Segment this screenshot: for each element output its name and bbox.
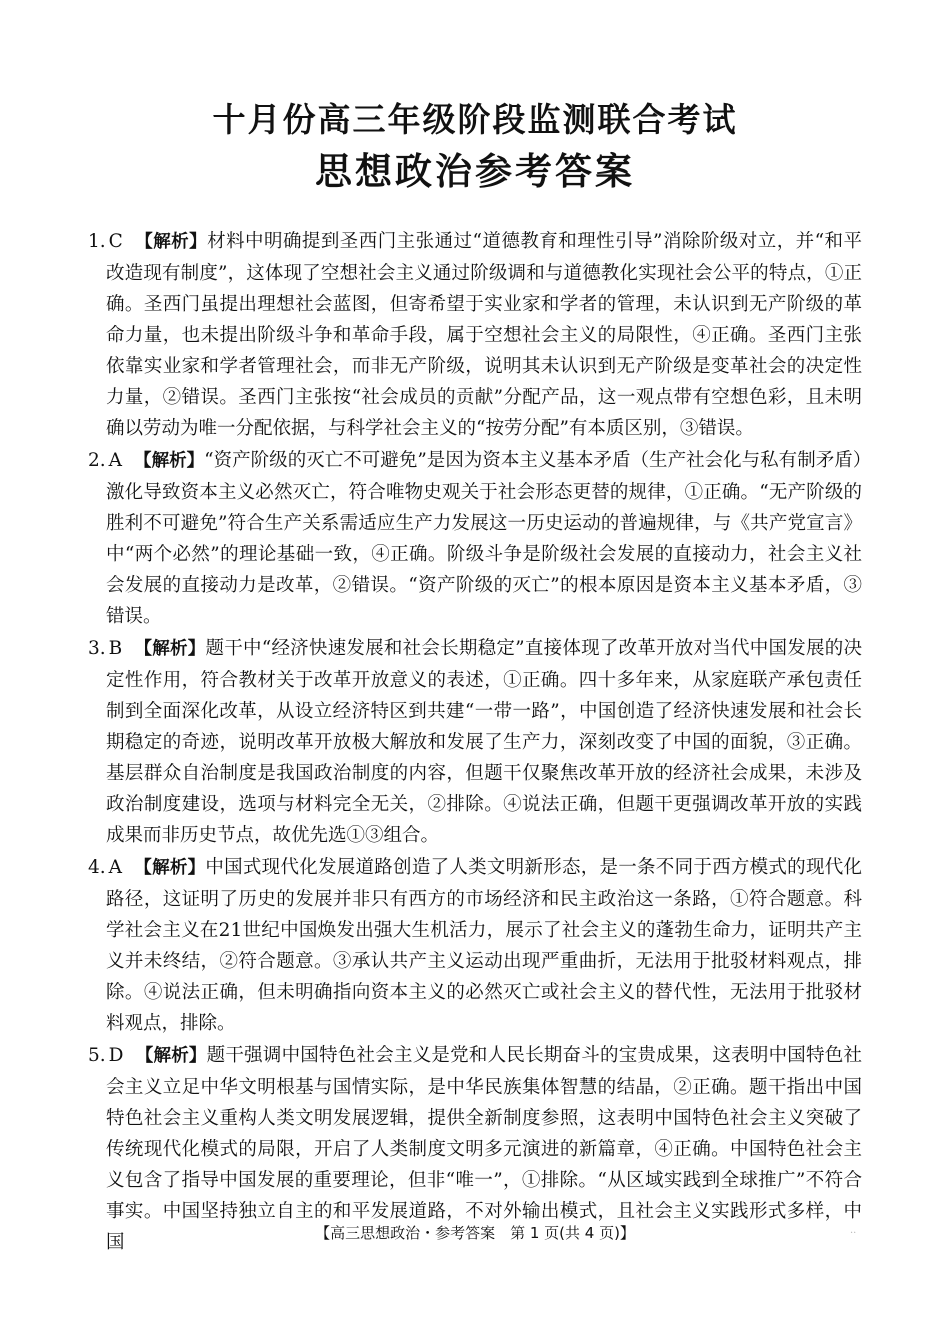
page-footer: 【高三思想政治・参考答案 第 1 页(共 4 页)】 xyxy=(315,1224,635,1242)
answer-letter: D xyxy=(108,1045,124,1066)
analysis-text: 题干中“经济快速发展和社会长期稳定”直接体现了改革开放对当代中国发展的决定性作用，符合教材关于改革开放意义的表述，①正确。四十多年来，从家庭联产承包责任制到全面深化改革，从设立经济特区到共建“一带一路”，中国创造了经济快速发展和社会长期稳定的奇迹，说明改革开放极大解放和发展了生产力，深刻改变了中国的面貌，③正确。基层群众自治制度是我国政治制度的内容，但题干仅聚焦改革开放的经济社会成果，未涉及政治制度建设，选项与材料完全无关，②排除。④说法正确，但题干更强调改革开放的实践成果而非历史节点，故优先选①③组合。 xyxy=(106,638,863,846)
analysis-text: 材料中明确提到圣西门主张通过“道德教育和理性引导”消除阶级对立，并“和平改造现有制度”，这体现了空想社会主义通过阶级调和与道德教化实现社会公平的特点，①正确。圣西门虽提出理想社会蓝图，但寄希望于实业家和学者的管理，未认识到无产阶级的革命力量，也未提出阶级斗争和革命手段，属于空想社会主义的局限性，④正确。圣西门主张依靠实业家和学者管理社会，而非无产阶级，说明其未认识到无产阶级是变革社会的决定性力量，②错误。圣西门主张按“社会成员的贡献”分配产品，这一观点带有空想色彩，且未明确以劳动为唯一分配依据，与科学社会主义的“按劳分配”有本质区别，③错误。 xyxy=(106,231,862,439)
analysis-tag: 【解析】 xyxy=(134,232,208,252)
answer-number: 4. xyxy=(88,857,106,878)
analysis-tag: 【解析】 xyxy=(135,1046,207,1066)
corner-mark: ·· xyxy=(850,1228,857,1239)
answer-number: 1. xyxy=(88,231,106,252)
analysis-tag: 【解析】 xyxy=(134,451,205,471)
answer-item xyxy=(88,226,862,444)
analysis-text: 中国式现代化发展道路创造了人类文明新形态，是一条不同于西方模式的现代化路径，这证明了历史的发展并非只有西方的市场经济和民主政治这一条路，①符合题意。科学社会主义在21世纪中国焕发出强大生机活力，展示了社会主义的蓬勃生命力，证明共产主义并未终结，②符合题意。③承认共产主义运动出现严重曲折，无法用于批驳材料观点，排除。④说法正确，但未明确指向资本主义的必然灭亡或社会主义的替代性，无法用于批驳材料观点，排除。 xyxy=(106,857,862,1034)
answer-key-title: 思想政治参考答案 xyxy=(315,149,635,193)
answer-letter: B xyxy=(108,638,123,659)
exam-title: 十月份高三年级阶段监测联合考试 xyxy=(212,100,738,139)
answer-list xyxy=(88,226,862,1258)
answer-letter: A xyxy=(108,450,123,471)
analysis-tag: 【解析】 xyxy=(134,858,206,878)
analysis-text: 题干强调中国特色社会主义是党和人民长期奋斗的宝贵成果，这表明中国特色社会主义立足中华文明根基与国情实际，是中华民族集体智慧的结晶，②正确。题干指出中国特色社会主义重构人类文明发展逻辑，提供全新制度参照，这表明中国特色社会主义突破了传统现代化模式的局限，开启了人类制度文明多元演进的新篇章，④正确。中国特色社会主义包含了指导中国发展的重要理论，但非“唯一”，①排除。“从区域实践到全球推广”不符合事实。中国坚持独立自主的和平发展道路，不对外输出模式，且社会主义实践形式多样，中国 xyxy=(106,1045,862,1253)
analysis-text: “资产阶级的灭亡不可避免”是因为资本主义基本矛盾（生产社会化与私有制矛盾）激化导致资本主义必然灭亡，符合唯物史观关于社会形态更替的规律，①正确。“无产阶级的胜利不可避免”符合生产关系需适应生产力发展这一历史运动的普遍规律，与《共产党宣言》中“两个必然”的理论基础一致，④正确。阶级斗争是阶级社会发展的直接动力，社会主义社会发展的直接动力是改革，②错误。“资产阶级的灭亡”的根本原因是资本主义基本矛盾，③错误。 xyxy=(106,450,863,627)
analysis-tag: 【解析】 xyxy=(134,639,206,659)
answer-item xyxy=(88,852,862,1039)
answer-letter: A xyxy=(108,857,123,878)
answer-number: 5. xyxy=(88,1045,106,1066)
answer-item xyxy=(88,633,862,851)
answer-number: 3. xyxy=(88,638,106,659)
answer-item xyxy=(88,445,862,632)
answer-number: 2. xyxy=(88,450,106,471)
answer-letter: C xyxy=(108,231,123,252)
